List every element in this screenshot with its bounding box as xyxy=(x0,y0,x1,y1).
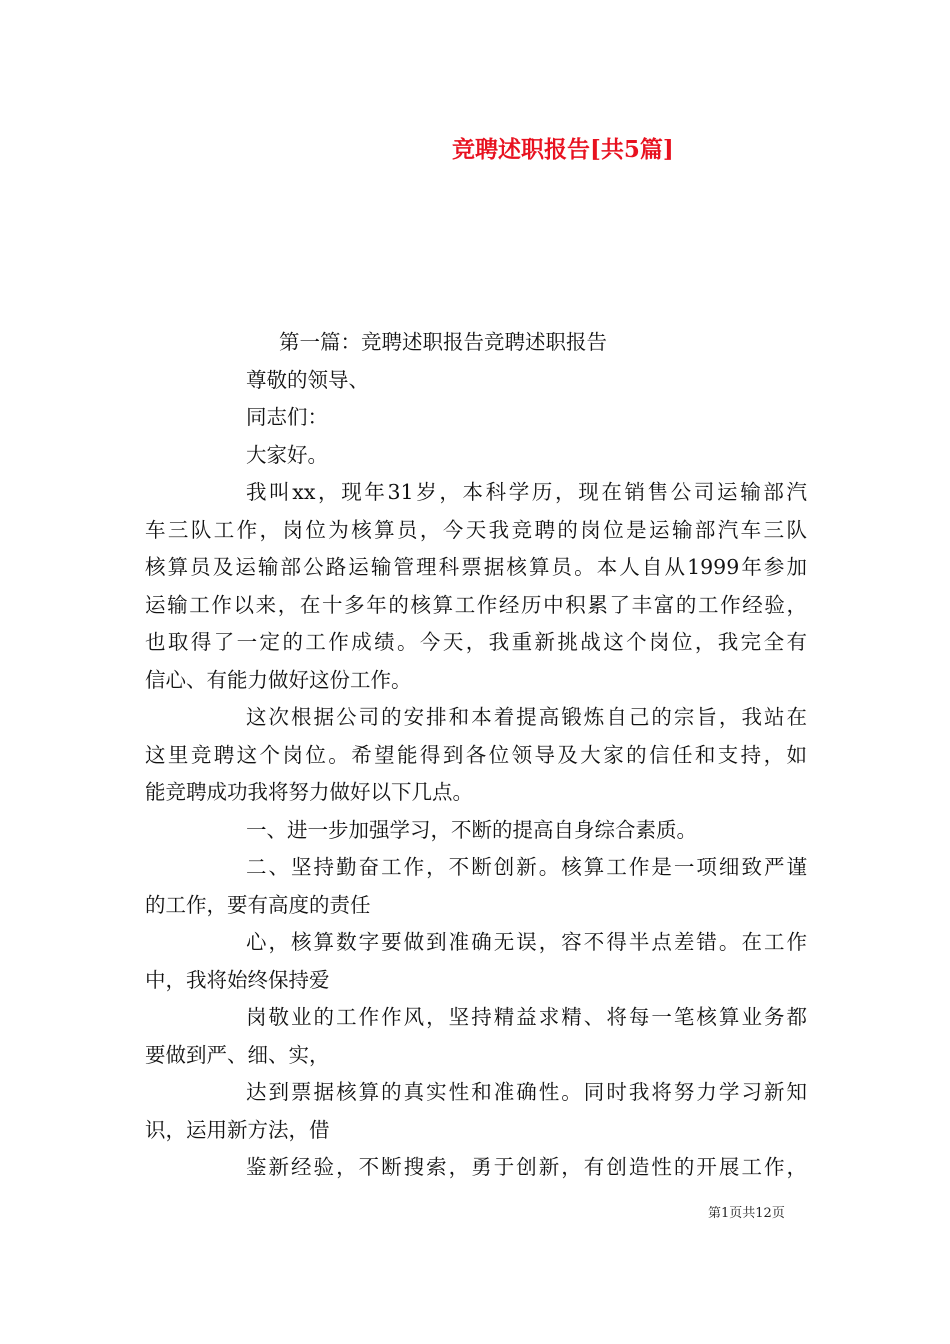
paragraph-line: 车三队工作，岗位为核算员，今天我竞聘的岗位是运输部汽车三队 xyxy=(145,517,807,542)
page-number: 第1页共12页 xyxy=(708,1206,785,1221)
paragraph-line: 这里竞聘这个岗位。希望能得到各位领导及大家的信任和支持，如 xyxy=(145,742,807,767)
paragraph-line: 岗敬业的工作作风，坚持精益求精、将每一笔核算业务都 xyxy=(246,1005,807,1029)
paragraph-line: 核算员及运输部公路运输管理科票据核算员。本人自从1999年参加 xyxy=(145,555,807,579)
paragraph-line: 信心、有能力做好这份工作。 xyxy=(145,667,412,692)
paragraph-line: 运输工作以来，在十多年的核算工作经历中积累了丰富的工作经验， xyxy=(145,592,807,617)
document-body xyxy=(145,324,807,1187)
section-heading: 第一篇：竞聘述职报告竞聘述职报告 xyxy=(279,330,607,354)
paragraph-line: 能竞聘成功我将努力做好以下几点。 xyxy=(145,780,473,804)
salutation-line: 同志们： xyxy=(246,405,328,429)
paragraph-line: 心，核算数字要做到准确无误，容不得半点差错。在工作 xyxy=(246,930,807,954)
paragraph-line: 我叫xx，现年31岁，本科学历，现在销售公司运输部汽 xyxy=(246,480,807,504)
paragraph-line: 鉴新经验，不断搜索，勇于创新，有创造性的开展工作， xyxy=(246,1155,807,1179)
paragraph-line: 这次根据公司的安排和本着提高锻炼自己的宗旨，我站在 xyxy=(246,705,807,729)
paragraph-line: 识，运用新方法，借 xyxy=(145,1117,330,1142)
list-item: 一、进一步加强学习，不断的提高自身综合素质。 xyxy=(246,817,697,842)
greeting-line: 大家好。 xyxy=(246,442,328,467)
paragraph-line: 也取得了一定的工作成绩。今天，我重新挑战这个岗位，我完全有 xyxy=(145,630,807,654)
salutation-line: 尊敬的领导、 xyxy=(246,367,369,392)
paragraph-line: 中，我将始终保持爱 xyxy=(145,967,330,992)
paragraph-line: 达到票据核算的真实性和准确性。同时我将努力学习新知 xyxy=(246,1080,807,1104)
paragraph-line: 要做到严、细、实， xyxy=(145,1042,330,1067)
page-title: 竞聘述职报告[共5篇] xyxy=(452,136,674,163)
paragraph-line: 的工作，要有高度的责任 xyxy=(145,892,371,917)
list-item: 二、坚持勤奋工作，不断创新。核算工作是一项细致严谨 xyxy=(246,855,807,879)
